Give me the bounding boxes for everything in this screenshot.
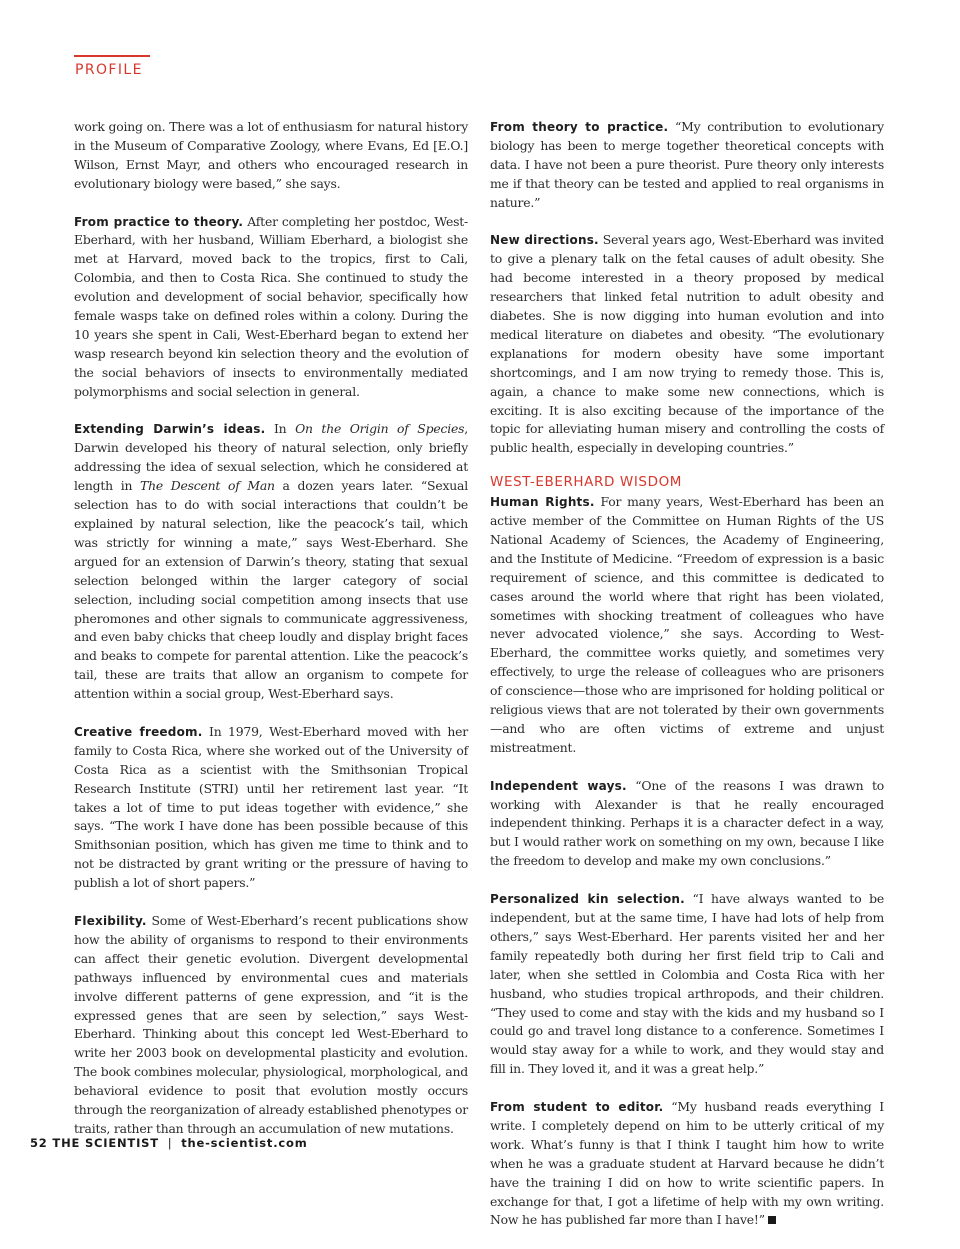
magazine-name: THE SCIENTIST xyxy=(52,1136,159,1150)
book-title: The Descent of Man xyxy=(140,478,275,494)
paragraph: Creative freedom. In 1979, West-Eberhard moved with her family to Costa Rica, where she worked out of the University of Costa Rica as a scientist with the Smithsonian Tropical Research Institute (STRI) until her retirement last year. “It takes a lot of time to put ideas together with evidence,” she says. “The work I have done has been possible because of this Smithsonian position, which has given me time to think and to not be distracted by grant writing or the pressure of having to publish a lot of short papers.” xyxy=(74,723,468,891)
paragraph-lead: Creative freedom. xyxy=(74,724,203,739)
section-label: PROFILE xyxy=(75,62,143,78)
paragraph: work going on. There was a lot of enthusiasm for natural history in the Museum of Comparative Zoology, where Evans, Ed [E.O.] Wilson, Ernst Mayr, and others who encouraged research in evolutionary biology were based,” she says. xyxy=(74,119,468,191)
paragraph: Independent ways. “One of the reasons I was drawn to working with Alexander is that he really encouraged independent thinking. Perhaps it is a character defect in a way, but I would rather work on something on my own, because I like the freedom to develop and make my own conclusions.” xyxy=(490,777,885,869)
paragraph: From student to editor. “My husband reads everything I write. I completely depend on him to be utterly critical of my work. What’s funny is that I think I taught him how to write when he was a graduate student at Harvard because he didn’t have the training I did on how to write scientific papers. In exchange for that, I got a lifetime of help with my own writing. Now he has published far more than I have!” xyxy=(490,1099,884,1228)
paragraph: Personalized kin selection. “I have always wanted to be independent, but at the same time, I have had lots of help from others,” says West-Eberhard. Her parents visited her and her family repeatedly both during her first field trip to Cali and later, when she settled in Colombia and Costa Rica with her husband, who studies tropical arthropods, and their children. “They used to come and stay with the kids and my husband so I could go and travel long distance to a conference. Sometimes I would stay away for a while to work, and they would stay and fill in. They loved it, and it was a great help.” xyxy=(490,891,884,1077)
paragraph-lead: From theory to practice. xyxy=(490,120,669,134)
end-mark-icon xyxy=(768,1216,776,1224)
book-title: On the Origin of Species xyxy=(295,421,465,437)
paragraph-lead: From practice to theory. xyxy=(74,214,244,229)
paragraph-lead: Personalized kin selection. xyxy=(490,892,685,907)
right-column xyxy=(490,118,884,1249)
paragraph-lead: Flexibility. xyxy=(74,914,147,928)
paragraph: Flexibility. Some of West-Eberhard’s recent publications show how the ability of organisms to respond to their environments can affect their genetic evolution. Divergent developmental pathways influenced by environmental cues and materials involve different patterns of gene expression, and “it is the expressed genes that are seen by selection,” says West-Eberhard. Thinking about this concept led West-Eberhard to write her 2003 book on developmental plasticity and evolution. The book combines molecular, physiological, morphological, and behavioral evidence to posit that evolution mostly occurs through the reorganization of already established phenotypes or traits, rather than through an accumulation of new mutations. xyxy=(74,913,468,1136)
paragraph: New directions. Several years ago, West-Eberhard was invited to give a plenary talk on the fetal causes of adult obesity. She had become interested in a theory proposed by medical researchers that linked fetal nutrition to adult obesity and diabetes. She is now digging into human evolution and into medical literature on diabetes and obesity. “The evolutionary explanations for modern obesity have some important shortcomings, and I am now trying to remedy those. This is, again, a chance to make some new connections, which is exciting. It is also exciting because of the importance of the topic for alleviating human misery and controlling the costs of public health, especially in developing countries.” xyxy=(490,232,884,456)
paragraph: Extending Darwin’s ideas. In On the Origin of Species, Darwin developed his theory of natural selection, only briefly addressing the idea of sexual selection, which he considered at length in The Descent of Man a dozen years later. “Sexual selection has to do with social interactions that couldn’t be explained by natural selection, like the peacock’s tail, which was strictly for winning a mate,” says West-Eberhard. She argued for an extension of Darwin’s theory, stating that sexual selection belonged within the larger category of social selection, including social competition among insects that use pheromones and other signals to communicate aggressiveness, and even baby chicks that cheep loudly and display bright faces and beaks to compete for parental attention. Like the peacock’s tail, these are traits that allow an organism to compete for attention within a social group, West-Eberhard says. xyxy=(74,421,469,702)
paragraph-lead: New directions. xyxy=(490,233,599,248)
paragraph: From practice to theory. After completing her postdoc, West-Eberhard, with her husband, William Eberhard, a biologist she met at Harvard, moved back to the tropics, first to Cali, Colombia, and then to Costa Rica. She continued to study the evolution and development of social behavior, specifically how female wasps take on defined roles within a colony. During the 10 years she spent in Cali, West-Eberhard began to extend her wasp research beyond kin selection theory and the evolution of the social behaviors of insects to environmentally mediated polymorphisms and social selection in general. xyxy=(74,213,469,399)
footer-divider: | xyxy=(167,1136,173,1150)
paragraph: From theory to practice. “My contribution to evolutionary biology has been to merge together theoretical concepts with data. I have not been a pure theorist. Pure theory only interests me if that theory can be tested and applied to real organisms in nature.” xyxy=(490,119,884,210)
wisdom-heading: WEST-EBERHARD WISDOM xyxy=(490,474,683,491)
page-footer xyxy=(30,1136,308,1150)
paragraph-lead: From student to editor. xyxy=(490,1100,664,1115)
left-column xyxy=(74,118,468,1158)
website-link[interactable]: the-scientist.com xyxy=(181,1136,308,1150)
paragraph-lead: Human Rights. xyxy=(490,495,595,510)
paragraph-lead: Independent ways. xyxy=(490,778,627,793)
paragraph-lead: Extending Darwin’s ideas. xyxy=(74,422,266,437)
paragraph: Human Rights. For many years, West-Eberhard has been an active member of the Committee on Human Rights of the US National Academy of Sciences, the Academy of Engineering, and the Institute of Medicine. “Freedom of expression is a basic requirement of science, and this committee is dedicated to cases around the world where that right has been violated, sometimes with shocking treatment of colleagues who have never advocated violence,” she says. According to West-Eberhard, the committee works quietly, and sometimes very effectively, to urge the release of colleagues who are prisoners of conscience—those who are imprisoned for holding political or religious views that are not tolerated by their own governments—and who are often victims of extreme and unjust mistreatment. xyxy=(490,494,884,755)
page-number: 52 xyxy=(30,1136,48,1150)
header-rule xyxy=(74,55,150,57)
